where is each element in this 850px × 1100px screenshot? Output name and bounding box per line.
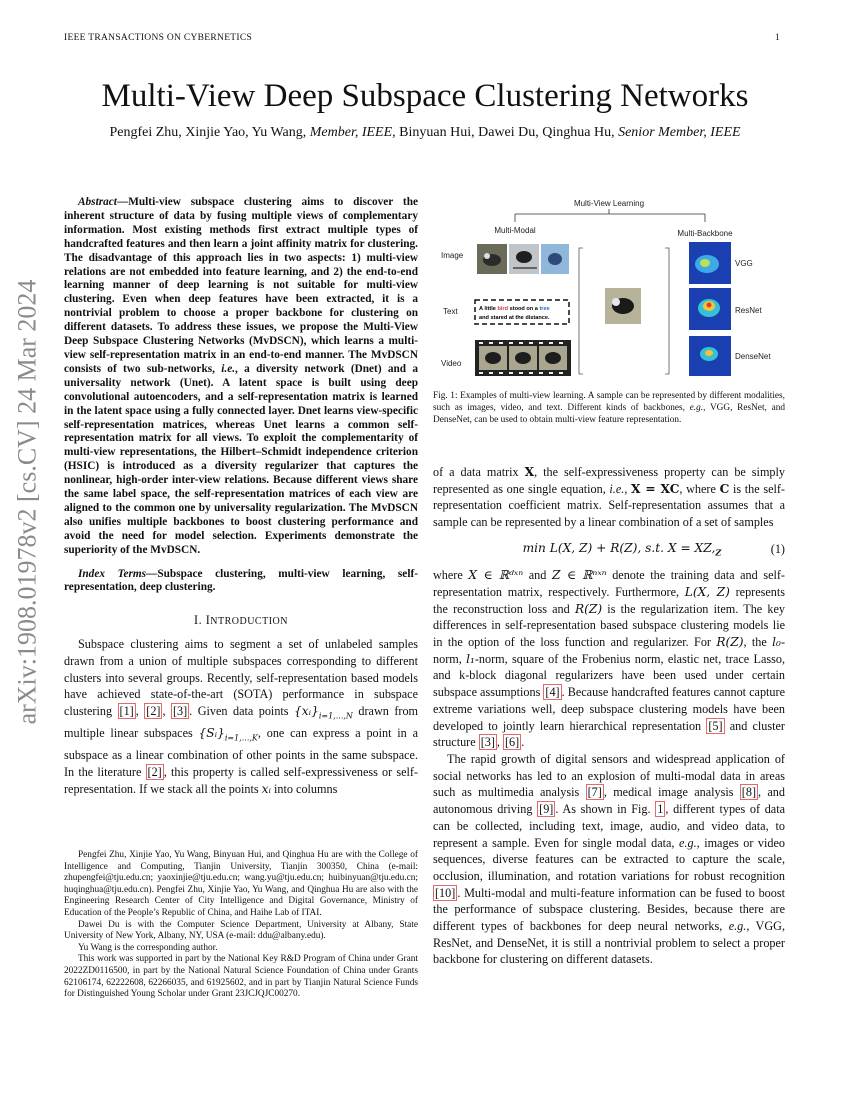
citation-link[interactable]: [2] — [146, 704, 161, 719]
index-terms — [64, 568, 418, 596]
intro-paragraph: Subspace clustering aims to segment a set of unlabeled samples drawn from a union of multiple subspaces corresponding to different clusters into several groups. Recently, self-representation based models have achieved state-of-the-art (SOTA) performance in subspace clustering [1] , [2] , [3] . Given data points $\{xᵢ\}_{i=1,...,N}$ drawn from multiple linear subspaces $\{Sᵢ\}_{i=1,...,K}$, one can express a point in a subspace as a linear combination of other points in the same subspace. In the literature [2] , this property is called self-expressiveness or self-representation. If we stack all the points xᵢ into columns — [64, 637, 419, 796]
left-column — [64, 196, 418, 798]
citation-link[interactable]: [1] — [119, 704, 134, 719]
section-number: I. — [194, 613, 206, 628]
equation-1 — [433, 541, 785, 557]
index-terms-label: Index Terms — [78, 567, 147, 580]
equation-number: (1) — [770, 541, 785, 556]
page-number: 1 — [775, 33, 780, 43]
abstract-text: —Multi-view subspace clustering aims to discover the inherent structure of data by fusing multiple views of complementary information. Most existing methods first extract multiple types of handcrafted features and then learn a joint affinity matrix for clustering. The disadvantage of this approach lies in two aspects: 1) multi-view relations are not embedded into feature learning, and 2) the end-to-end learning manner of deep learning is not suitable for multi-view clustering. Even when deep features have been extracted, it is a nontrivial problem to choose a proper backbone for clustering on different datasets. To address these issues, we propose the Multi-View Deep Subspace Clustering Networks (MvDSCN), which learns a multi-view self-representation matrix in an end-to-end manner. The MvDSCN consists of two sub-networks, — [64, 196, 418, 375]
fig-image-samples — [477, 244, 569, 274]
svg-text:and stared at the distance.: and stared at the distance. — [479, 315, 550, 321]
section-first-letter: I — [205, 613, 211, 628]
right-column — [433, 196, 785, 968]
right-paragraph-1: of a data matrix X, the self-expressiveness property can be simply represented as one single equation, i.e., X = XC, where C is the self-representation coefficient matrix. Self-representation assumes that a sample can be represented by a linear combination of a set of samples — [433, 465, 785, 530]
section-rest: NTRODUCTION — [210, 616, 288, 628]
arxiv-stamp-text: arXiv:1908.01978v2 [cs.CV] 24 Mar 2024 — [12, 279, 41, 725]
figure-1-diagram — [433, 196, 785, 376]
fig-backbone-densenet-label: DenseNet — [735, 352, 771, 361]
author-role-1: Member, IEEE — [309, 125, 393, 140]
section-heading-introduction — [64, 613, 418, 628]
abstract-ie: i.e. — [221, 362, 236, 375]
paper-title: Multi-View Deep Subspace Clustering Networks — [101, 78, 749, 114]
fig-backbone-vgg-label: VGG — [735, 259, 753, 268]
citation-link[interactable]: [4] — [545, 685, 560, 700]
figure-1 — [433, 196, 785, 425]
author-line — [40, 124, 810, 142]
footnotes — [64, 850, 418, 1001]
footnote: Pengfei Zhu, Xinjie Yao, Yu Wang, Binyuan Hui, and Qinghua Hu are with the College of Intelligence and Computing, Tianjin University, Tianjin 300350, China (e-mail: zhupengfei@tju.edu.cn; yaoxinjie@tju.edu.cn; wang.yu@tju.edu.cn; huibinyuan@tju.edu.cn; huqinghua@tju.edu.cn). Pengfei Zhu, Xinjie Yao, Yu Wang, and Qinghua Hu are also with the Engineering Research Center of City Intelligence and Digital Governance, Ministry of Education of the People’s Republic of China, and Haihe Lab of ITAI. — [64, 850, 418, 918]
abstract-label: Abstract — [78, 196, 117, 208]
citation-link[interactable]: [2] — [147, 765, 162, 780]
right-paragraph-3: The rapid growth of digital sensors and widespread application of social networks has led to an explosion of multi-modal data in areas such as multimedia analysis [7] , medical image analysis [8] , and autonomous driving [9] . As shown in Fig. 1 , different types of data can be collected, including text, image, audio, and video data, to represent a sample. Even for single modal data, e.g., images or video sequences, diverse features can be extracted to capture the scale, occlusion, illumination, and rotation variations for robust recognition [10] . Multi-modal and multi-feature information can be fused to boost the performance of subspace clustering. Besides, because there are different types of backbones for deep neural networks, e.g., VGG, ResNet, and DenseNet, it is still a nontrivial problem to select a proper backbone for clustering on different datasets. — [433, 751, 785, 967]
running-head: IEEE TRANSACTIONS ON CYBERNETICS — [64, 33, 253, 43]
citation-link[interactable]: [8] — [741, 785, 757, 800]
abstract — [64, 196, 418, 558]
author-names-2: , Binyuan Hui, Dawei Du, Qinghua Hu, — [392, 125, 615, 140]
fig-right-brace — [665, 248, 669, 374]
index-terms-text: —Subspace clustering, multi-view learning, self-representation, deep clustering. — [64, 567, 418, 594]
citation-link[interactable]: [5] — [708, 718, 723, 733]
footnote: This work was supported in part by the National Key R&D Program of China under Grant 2022ZD0116500, in part by the National Natural Science Foundation of China under Grants 62106174, 62222608, 62266035, and 61925602, and in part by Tianjin Natural Science Funds for Distinguished Young Scholar under Grant 23JCJQJC00270. — [64, 954, 418, 1000]
fig-row-video: Video — [441, 359, 462, 368]
citation-link[interactable]: [7] — [587, 785, 602, 800]
fig-text-sample — [475, 300, 569, 324]
footnote: Yu Wang is the corresponding author. — [78, 942, 218, 953]
fig-backbone-densenet — [689, 336, 731, 376]
right-paragraph-2: where X ∈ ℝᵈˣⁿ and Z ∈ ℝⁿˣⁿ denote the training data and self-representation matrix, respectively. Furthermore, L(X, Z) represents the reconstruction loss and R(Z) is the regularization item. The key differences in self-representation based subspace clustering models lie in the option of the loss function and regularizer. For R(Z), the l₀-norm, l₁-norm, square of the Frobenius norm, elastic net, trace Lasso, and k-block diagonal regularizers have been used under certain subspace assumptions [4] . Because handcrafted features cannot capture extreme variations well, deep subspace clustering models have been developed to jointly learn hierarchical representation [5] and cluster structure [3] , [6] . — [433, 568, 786, 750]
fig-video-sample — [475, 340, 571, 376]
author-names-1: Pengfei Zhu, Xinjie Yao, Yu Wang, — [109, 125, 307, 140]
author-role-2: Senior Member, IEEE — [618, 125, 741, 140]
fig-row-image: Image — [441, 251, 464, 260]
arxiv-stamp[interactable] — [12, 279, 42, 725]
fig-top-label: Multi-View Learning — [573, 199, 645, 208]
figure-caption: Fig. 1: Examples of multi-view learning. A sample can be represented by different modalities, such as images, video, and text. Different kinds of backbones, e.g., VGG, ResNet, and DenseNet, can be used to obtain multi-view feature representation. — [433, 391, 785, 425]
citation-link[interactable]: [9] — [539, 802, 554, 817]
fig-backbone-resnet-label: ResNet — [735, 306, 762, 315]
citation-link[interactable]: [10] — [435, 885, 456, 900]
fig-left-brace — [579, 248, 583, 374]
citation-link[interactable]: [3] — [480, 735, 495, 750]
equation-body: min L(X, Z) + R(Z), s.t. $X = XZ,_Z$ — [522, 540, 722, 558]
citation-link[interactable]: [6] — [505, 735, 520, 750]
fig-backbone-vgg — [689, 242, 731, 284]
fig-left-label: Multi-Modal — [494, 226, 536, 235]
footnote: Dawei Du is with the Computer Science Department, University at Albany, State University of New York, Albany, NY, USA (e-mail: ddu@albany.edu). — [64, 919, 418, 942]
citation-link[interactable]: [3] — [173, 704, 188, 719]
fig-right-label: Multi-Backbone — [677, 229, 733, 238]
fig-center-sample — [605, 288, 641, 324]
figure-link[interactable]: 1 — [657, 802, 664, 817]
abstract-text-2: , a diversity network (Dnet) and a universality network (Unet). A latent space is built using deep convolutional autoencoders, and a self-representation matrix is learned in the latent space using a fully connected layer. Dnet learns view-specific self-representation matrices, whereas Unet learns a common self-representation matrix for all views. To exploit the complementarity of multi-view representations, the Hilbert–Schmidt independence criterion (HSIC) is introduced as a diversity regularizer that captures the nonlinear, high-order inter-view relations. Because different views share the same label space, the self-representation matrices of each view are aligned to the common one by universality regularization. The MvDSCN also unifies multiple backbones to boost clustering performance and avoid the need for model selection. Experiments demonstrate the superiority of the MvDSCN. — [64, 362, 418, 556]
svg-text:A little bird stood on a tree: A little bird stood on a tree — [479, 306, 550, 312]
fig-row-text: Text — [443, 307, 458, 316]
fig-backbone-resnet — [689, 288, 731, 330]
